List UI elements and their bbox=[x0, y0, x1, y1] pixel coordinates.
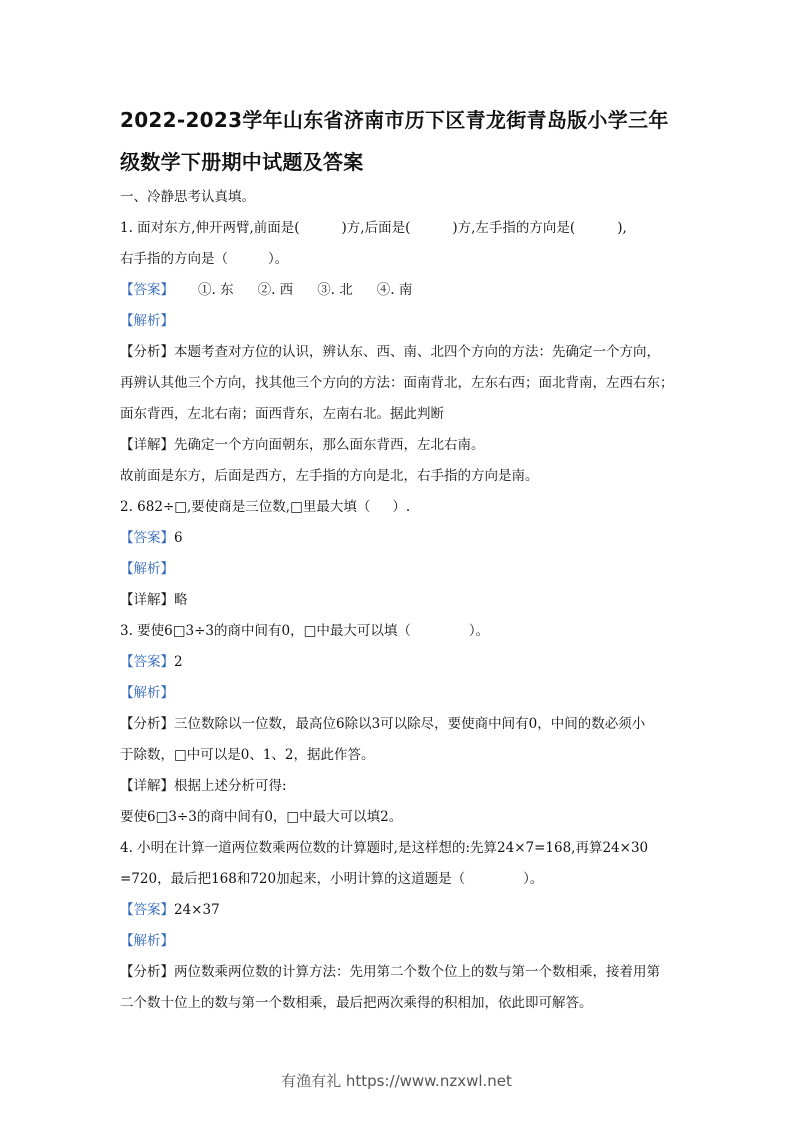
question-4-analysis-tag: 【解析】 bbox=[120, 933, 174, 949]
question-2-xiangjie: 【详解】略 bbox=[120, 592, 188, 608]
answer-option: ②. 西 bbox=[257, 282, 294, 298]
document-body bbox=[120, 182, 680, 1019]
question-3-analysis-tag: 【解析】 bbox=[120, 685, 174, 701]
answer-value: 6 bbox=[174, 530, 183, 546]
question-3-fenxi-line-2: 于除数，□中可以是0、1、2，据此作答。 bbox=[120, 747, 375, 763]
question-4-line-1: 4. 小明在计算一道两位数乘两位数的计算题时,是这样想的:先算24×7=168,再算24×30 bbox=[120, 840, 649, 856]
section-heading: 一、冷静思考认真填。 bbox=[120, 189, 255, 205]
question-1-answer bbox=[120, 275, 680, 306]
question-2-answer bbox=[120, 523, 680, 554]
question-4-fenxi-line-1: 【分析】两位数乘两位数的计算方法：先用第二个数个位上的数与第一个数相乘，接着用第 bbox=[120, 964, 660, 980]
question-3-fenxi-line-1: 【分析】三位数除以一位数，最高位6除以3可以除尽，要使商中间有0，中间的数必须小 bbox=[120, 716, 646, 732]
xiangjie-tag: 【详解】 bbox=[120, 437, 174, 453]
xiangjie-tag: 【详解】 bbox=[120, 778, 174, 794]
question-1-analysis-tag: 【解析】 bbox=[120, 313, 174, 329]
answer-value: 2 bbox=[174, 654, 183, 670]
question-3-xiangjie-line-1: 【详解】根据上述分析可得: bbox=[120, 778, 287, 794]
question-1-fenxi-line-1: 【分析】本题考查对方位的认识，辨认东、西、南、北四个方向的方法：先确定一个方向， bbox=[120, 344, 660, 360]
answer-tag: 【答案】 bbox=[120, 282, 174, 298]
question-1-fenxi-line-3: 面东背西，左北右南；面西背东，左南右北。据此判断 bbox=[120, 406, 444, 422]
footer-watermark: 有渔有礼 https://www.nzxwl.net bbox=[281, 1072, 512, 1090]
question-1-xiangjie-line-2: 故前面是东方，后面是西方，左手指的方向是北，右手指的方向是南。 bbox=[120, 468, 539, 484]
answer-option: ③. 北 bbox=[317, 282, 353, 298]
xiangjie-tag: 【详解】 bbox=[120, 592, 174, 608]
answer-option: ④. 南 bbox=[376, 282, 413, 298]
fenxi-tag: 【分析】 bbox=[120, 964, 174, 980]
question-2-analysis-tag: 【解析】 bbox=[120, 561, 174, 577]
question-1-line-1: 1. 面对东方,伸开两臂,前面是( )方,后面是( )方,左手指的方向是( ), bbox=[120, 220, 627, 236]
fenxi-tag: 【分析】 bbox=[120, 716, 174, 732]
answer-tag: 【答案】 bbox=[120, 654, 174, 670]
document-title-line-2: 级数学下册期中试题及答案 bbox=[120, 150, 364, 174]
question-2-text: 2. 682÷□,要使商是三位数,□里最大填（ ）. bbox=[120, 499, 411, 515]
answer-tag: 【答案】 bbox=[120, 530, 174, 546]
question-3-xiangjie-line-2: 要使6□3÷3的商中间有0，□中最大可以填2。 bbox=[120, 809, 403, 825]
answer-tag: 【答案】 bbox=[120, 902, 174, 918]
fenxi-tag: 【分析】 bbox=[120, 344, 174, 360]
question-3-text: 3. 要使6□3÷3的商中间有0，□中最大可以填（ ）。 bbox=[120, 623, 490, 639]
question-4-answer bbox=[120, 895, 680, 926]
question-1-line-2: 右手指的方向是（ ）。 bbox=[120, 251, 289, 267]
answer-option: ①. 东 bbox=[198, 282, 234, 298]
question-4-fenxi-line-2: 二个数十位上的数与第一个数相乘，最后把两次乘得的积相加，依此即可解答。 bbox=[120, 995, 593, 1011]
question-4-line-2: =720，最后把168和720加起来，小明计算的这道题是（ ）。 bbox=[120, 871, 544, 887]
question-1-xiangjie-line-1: 【详解】先确定一个方向面朝东，那么面东背西，左北右南。 bbox=[120, 437, 485, 453]
question-1-fenxi-line-2: 再辨认其他三个方向，找其他三个方向的方法：面南背北，左东右西；面北背南，左西右东； bbox=[120, 375, 674, 391]
document-title-line-1: 2022-2023学年山东省济南市历下区青龙街青岛版小学三年 bbox=[120, 108, 669, 132]
question-3-answer bbox=[120, 647, 680, 678]
answer-value: 24×37 bbox=[174, 902, 220, 918]
